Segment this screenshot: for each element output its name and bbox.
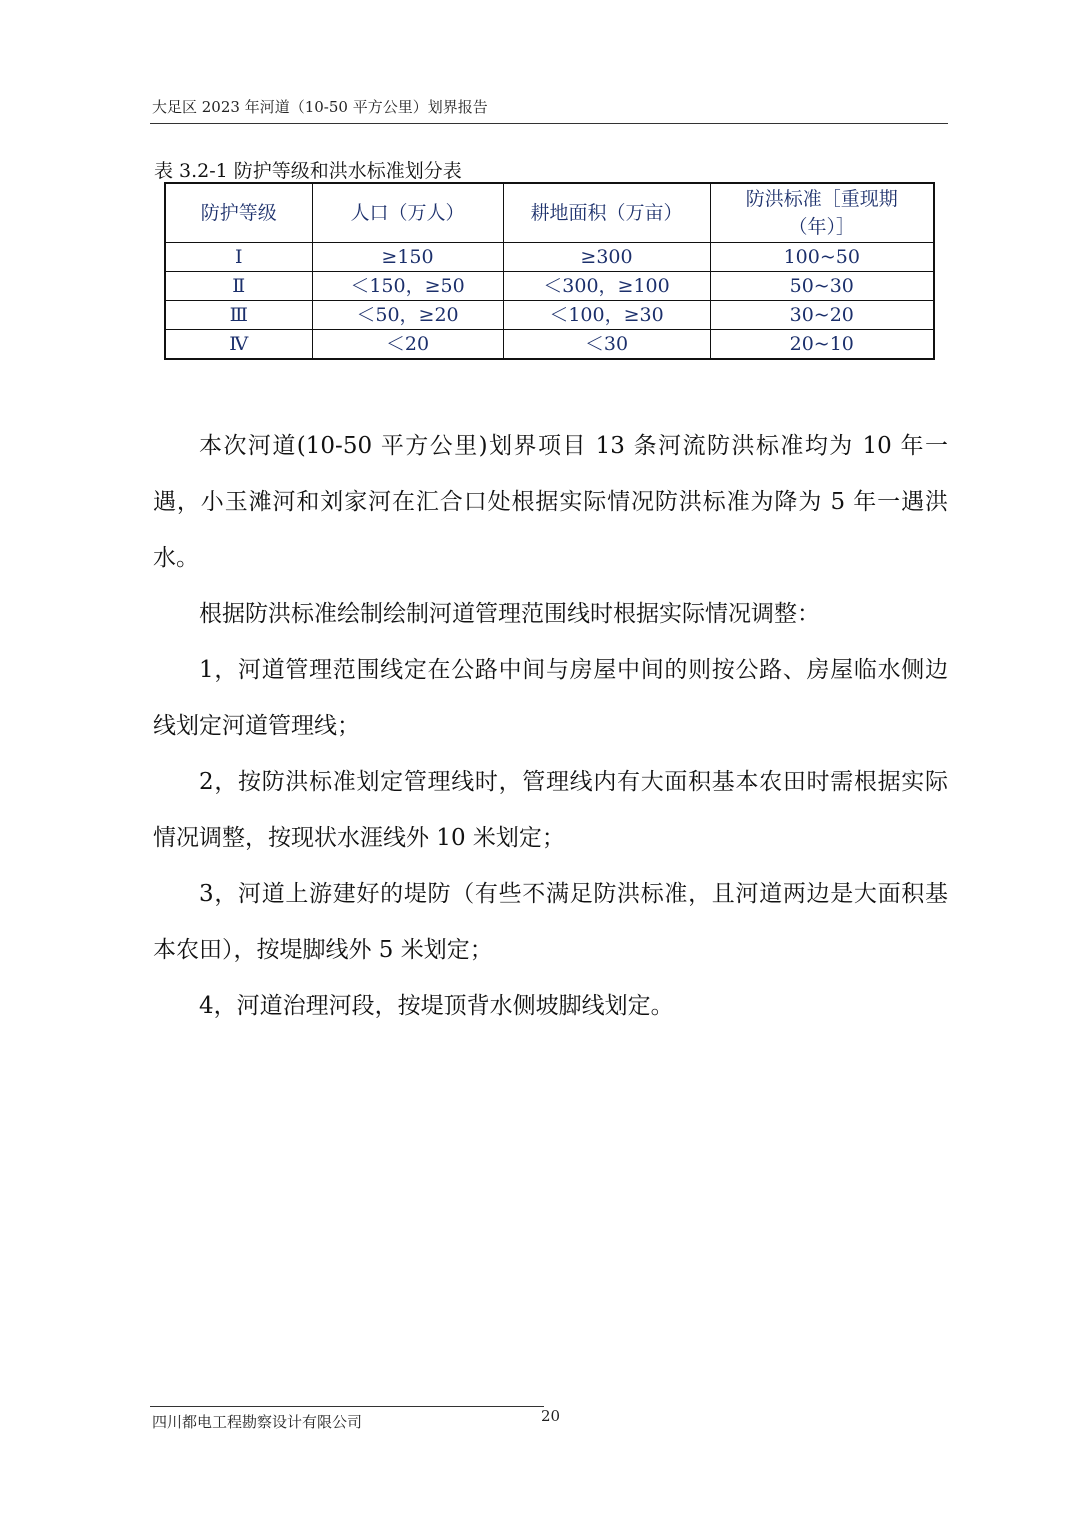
table-cell: 30~20 [710, 301, 934, 330]
table-cell: Ⅰ [165, 243, 312, 272]
running-header: 大足区 2023 年河道（10-50 平方公里）划界报告 [152, 98, 488, 116]
header-flood-standard: 防洪标准［重现期（年）］ [710, 183, 934, 243]
paragraph-rule-4: 4，河道治理河段，按堤顶背水侧坡脚线划定。 [199, 993, 674, 1019]
body-text [153, 418, 948, 1034]
table-cell: Ⅳ [165, 330, 312, 360]
header-population: 人口（万人） [312, 183, 503, 243]
page-number: 20 [541, 1407, 561, 1425]
footer-divider [150, 1406, 544, 1407]
header-protection-grade: 防护等级 [165, 183, 312, 243]
table-row [165, 272, 934, 301]
table-cell: ＜30 [503, 330, 710, 360]
table-cell: ＜20 [312, 330, 503, 360]
table-cell: 50~30 [710, 272, 934, 301]
table-caption: 表 3.2-1 防护等级和洪水标准划分表 [154, 160, 462, 182]
table-cell: ＜150，≥50 [312, 272, 503, 301]
table-row [165, 243, 934, 272]
paragraph-rule-1: 1，河道管理范围线定在公路中间与房屋中间的则按公路、房屋临水侧边线划定河道管理线； [153, 657, 948, 739]
table-cell: ＜100，≥30 [503, 301, 710, 330]
table-cell: ＜50，≥20 [312, 301, 503, 330]
paragraph-rule-3: 3，河道上游建好的堤防（有些不满足防洪标准，且河道两边是大面积基本农田），按堤脚线外 5 米划定； [153, 881, 948, 963]
table-cell: 20~10 [710, 330, 934, 360]
header-divider [150, 123, 948, 124]
table-cell: ≥300 [503, 243, 710, 272]
footer-company: 四川都电工程勘察设计有限公司 [152, 1413, 363, 1431]
table-header-row [165, 183, 934, 243]
table-row [165, 330, 934, 360]
paragraph-adjustment-intro: 根据防洪标准绘制绘制河道管理范围线时根据实际情况调整： [199, 601, 820, 627]
paragraph-rule-2: 2，按防洪标准划定管理线时，管理线内有大面积基本农田时需根据实际情况调整，按现状水涯线外 10 米划定； [153, 769, 948, 851]
paragraph-flood-standard: 本次河道(10-50 平方公里)划界项目 13 条河流防洪标准均为 10 年一遇，小玉滩河和刘家河在汇合口处根据实际情况防洪标准为降为 5 年一遇洪水。 [153, 433, 948, 571]
table-cell: ≥150 [312, 243, 503, 272]
table-cell: 100~50 [710, 243, 934, 272]
table-cell: Ⅱ [165, 272, 312, 301]
table-row [165, 301, 934, 330]
table-cell: ＜300，≥100 [503, 272, 710, 301]
table-cell: Ⅲ [165, 301, 312, 330]
protection-grade-table [164, 182, 935, 360]
header-farmland-area: 耕地面积（万亩） [503, 183, 710, 243]
